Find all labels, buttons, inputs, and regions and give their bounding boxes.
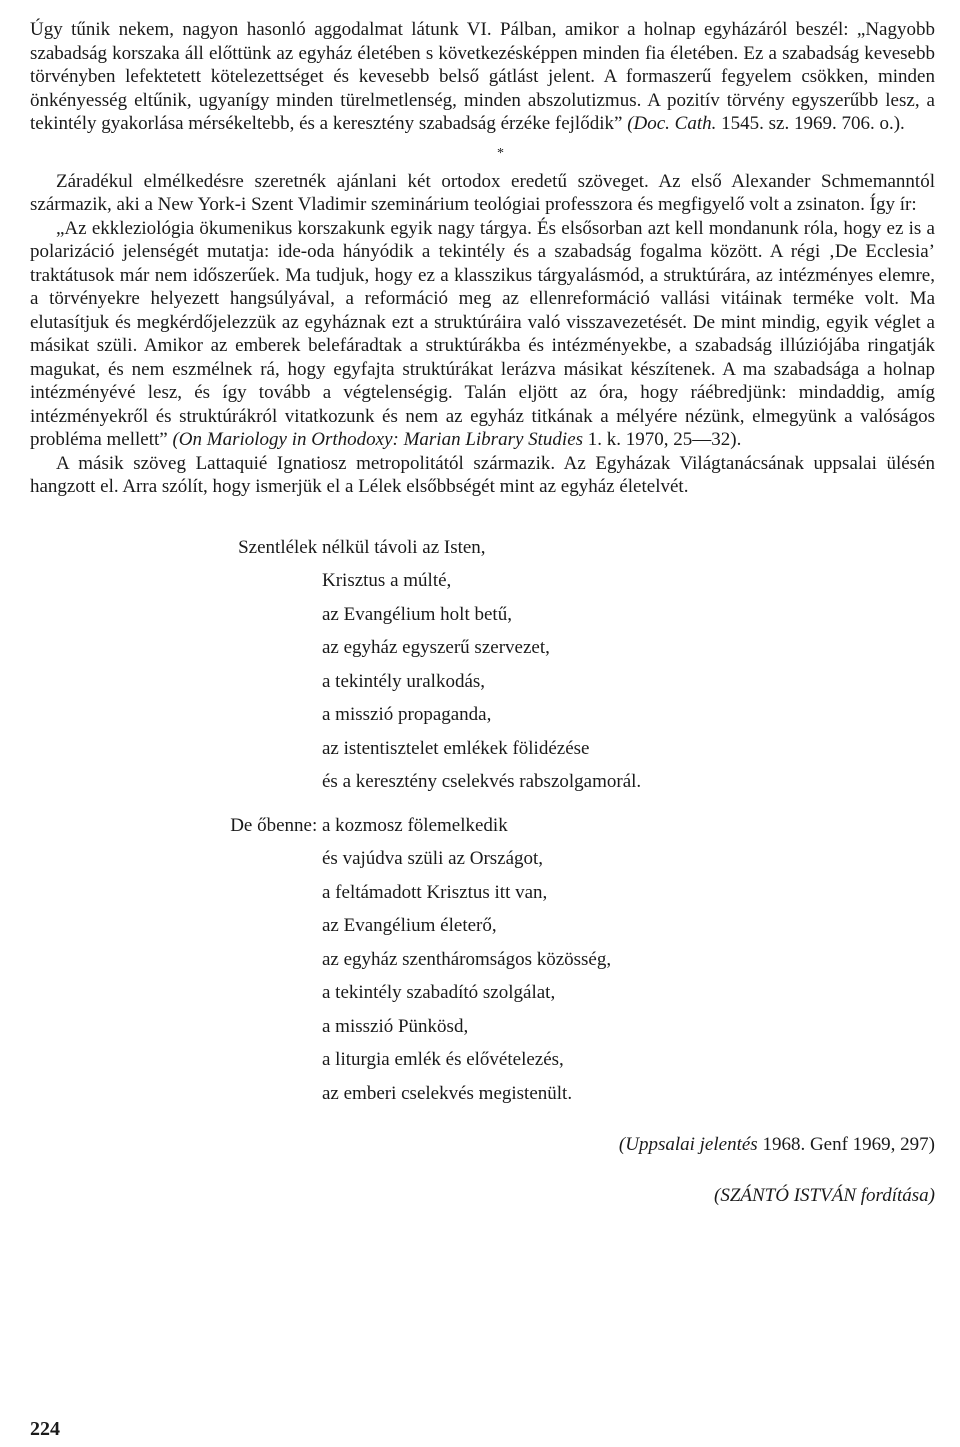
translator-credit: (SZÁNTÓ ISTVÁN fordítása) <box>714 1185 935 1206</box>
poem-line: az emberi cselekvés megistenült. <box>322 1082 573 1104</box>
page-number: 224 <box>30 1418 60 1440</box>
citation-mariology: (On Mariology in Orthodoxy: Marian Library Studies <box>172 429 584 450</box>
poem-line: az Evangélium holt betű, <box>322 603 512 625</box>
poem-line: az egyház egyszerű szervezet, <box>322 637 550 658</box>
stanza-1-lines <box>322 531 641 799</box>
stanza-2-label: De őbenne: <box>230 814 318 836</box>
poem-line: a tekintély uralkodás, <box>322 670 486 692</box>
poem-stanza-1 <box>30 531 935 799</box>
citation-doc-cath-tail: 1545. sz. 1969. 706. o.). <box>721 113 905 134</box>
poem-stanza-2 <box>30 809 935 1111</box>
paragraph-schmemann-quote <box>30 217 935 452</box>
poem-line: az Evangélium életerő, <box>322 915 497 936</box>
paragraph-intro <box>30 18 935 136</box>
poem-line: a kozmosz fölemelkedik <box>322 814 508 836</box>
poem-line: a liturgia emlék és elővételezés, <box>322 1049 564 1070</box>
schmemann-quote-text: „Az ekkleziológia ökumenikus korszakunk egyik nagy tárgya. És elsősorban azt kell mondanunk róla, hogy ez is a polarizáció jelenségét mutatja: ide-oda hányódik a tekintély és a szabadság fogalma között. A régi ‚De Ecclesia’ traktátusok már nem időszerűek. Ma tudjuk, hogy ez a klasszikus tárgyalásmód, a struktúrára, az intézményes elemre, a törvényekre helyezett hangsúlyával, a reformáció meg az ellenreformáció vallási vitáinak terméke volt. Ma elutasítjuk és megkérdőjelezzük az egyháznak ezt a struktúráira való visszavezetését. De mint mindig, egyik véglet a másikat szüli. Amikor az emberek belefáradtak a struktúrákba és intézményekbe, a szabadság illúziójába ringatják magukat, és nem eszmélnek rá, hogy egyfajta struktúrákat lerázva másikat készítenek. A ma szabadsága a holnap intézményévé lesz, és így tovább a végtelenségig. Talán eljött az óra, hogy ráébredjünk: mindaddig, amíg intézményekről és struktúrákról vitatkozunk és nem az egyház titkának a mélyére nézünk, elmegyünk a valóságos probléma mellett” <box>30 217 935 450</box>
poem-line: a misszió propaganda, <box>322 704 492 725</box>
stanza-2-lines <box>322 809 611 1111</box>
citation-mariology-tail: 1. k. 1970, 25—32). <box>587 429 742 450</box>
source-title: (Uppsalai jelentés <box>618 1134 758 1155</box>
paragraph-conclusion: Záradékul elmélkedésre szeretnék ajánlani két ortodox eredetű szöveget. Az első Alexander Schmemanntól származik, aki a New York-i Szent Vladimir szeminárium teológiai professzora és megfigyelő volt a zsinaton. Így ír: <box>30 170 935 215</box>
source-line <box>30 1128 935 1161</box>
poem-line: az egyház szentháromságos közösség, <box>322 948 612 970</box>
poem-line: Krisztus a múlté, <box>322 570 452 591</box>
document-page <box>30 18 935 1212</box>
poem-line: és a keresztény cselekvés rabszolgamorál. <box>322 771 642 792</box>
stanza-1-label: Szentlélek <box>238 536 318 558</box>
poem <box>30 531 935 1111</box>
poem-line: a misszió Pünkösd, <box>322 1015 469 1037</box>
poem-line: a feltámadott Krisztus itt van, <box>322 881 548 903</box>
poem-line: a tekintély szabadító szolgálat, <box>322 982 556 1003</box>
section-separator: * <box>497 145 504 161</box>
poem-line: nélkül távoli az Isten, <box>322 536 486 558</box>
citation-doc-cath: (Doc. Cath. <box>627 113 717 134</box>
poem-line: és vajúdva szüli az Országot, <box>322 848 544 869</box>
poem-line: az istentisztelet emlékek fölidézése <box>322 737 590 759</box>
source-details: 1968. Genf 1969, 297) <box>762 1134 935 1155</box>
paragraph-intro-text: Úgy tűnik nekem, nagyon hasonló aggodalmat látunk VI. Pálban, amikor a holnap egyházáról beszél: „Nagyobb szabadság korszaka áll előttünk az egyház életében s következésképpen minden fia életében. Ez a szabadság kevesebb törvényben lefektetett kötelezettséget és kevesebb belső gátlást jelent. A formaszerű fegyelem csökken, minden önkényesség eltűnik, ugyanígy minden türelmetlenség, minden abszolutizmus. A pozitív törvény egyszerűbb lesz, a tekintély gyakorlása mérsékeltebb, és a keresztény szabadság érzéke fejlődik” <box>30 19 935 134</box>
paragraph-ignatiosz: A másik szöveg Lattaquié Ignatiosz metropolitától származik. Az Egyházak Világtanácsának uppsalai ülésén hangzott el. Arra szólít, hogy ismerjük el a Lélek elsőbbségét mint az egyház életelvét. <box>30 452 935 497</box>
